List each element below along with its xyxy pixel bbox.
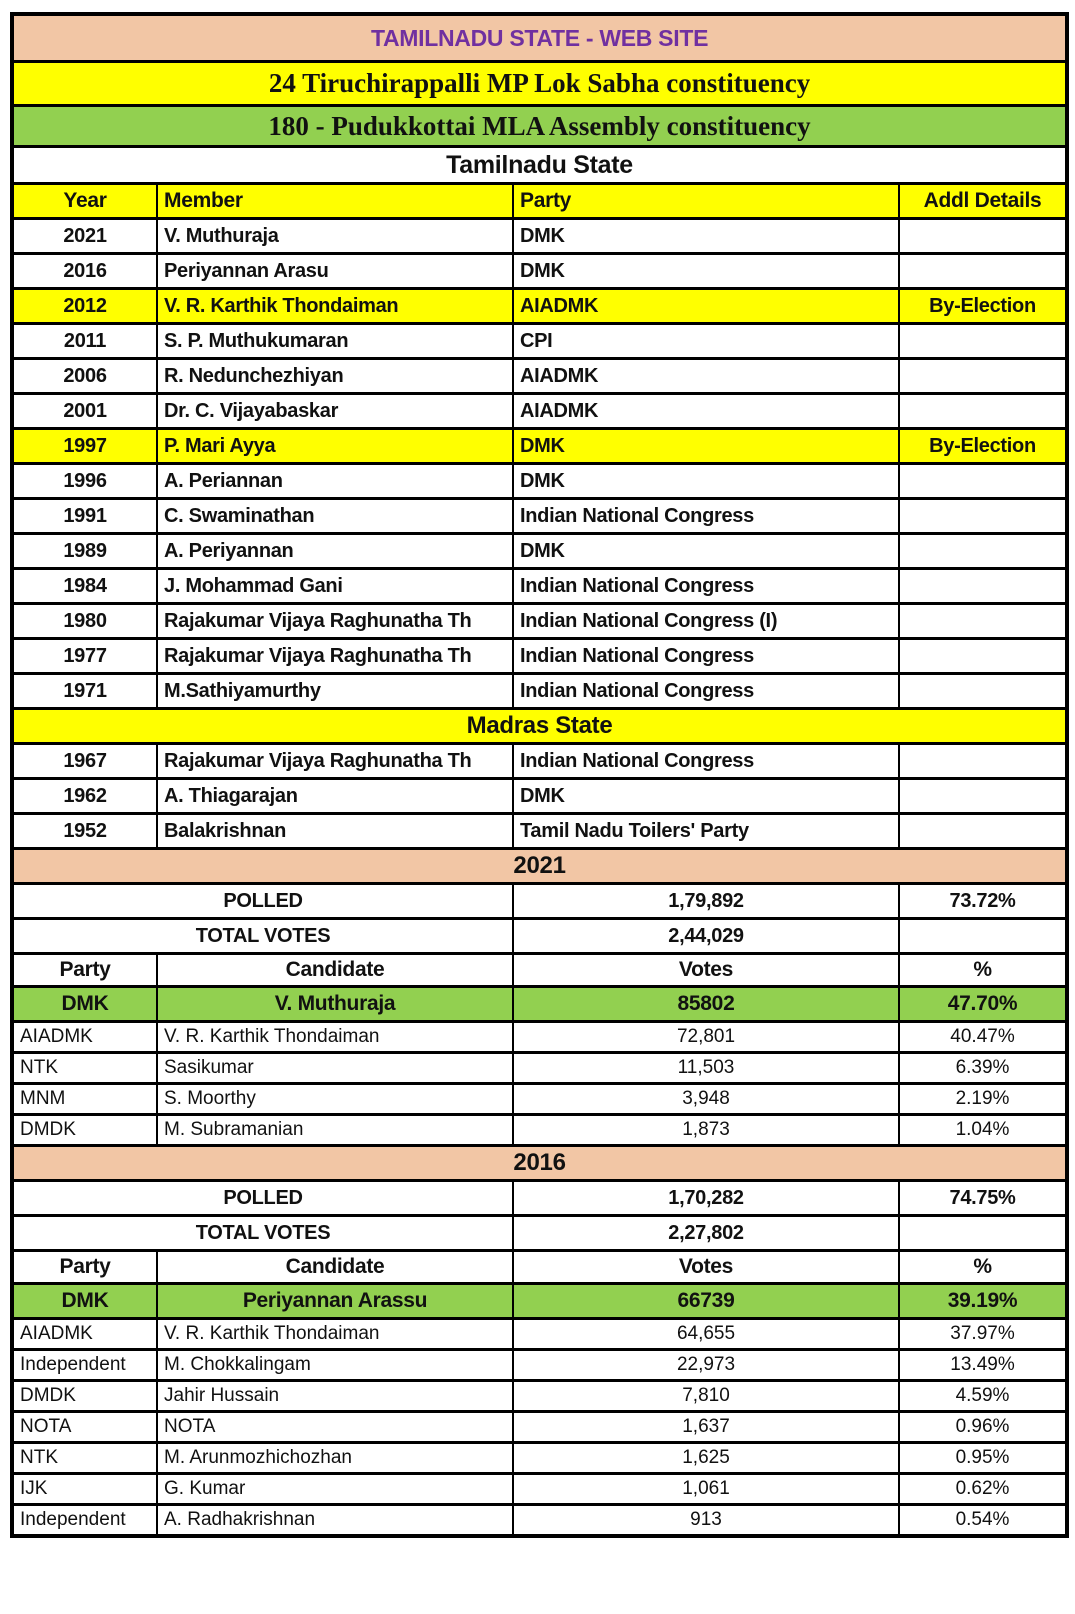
member-name: V. R. Karthik Thondaiman bbox=[157, 289, 513, 324]
total-votes-label: TOTAL VOTES bbox=[12, 1216, 513, 1251]
result-party: NTK bbox=[12, 1443, 157, 1474]
election-year-banner: 2021 bbox=[12, 849, 1067, 884]
member-party: DMK bbox=[513, 254, 899, 289]
result-candidate: M. Arunmozhichozhan bbox=[157, 1443, 513, 1474]
member-addl bbox=[899, 779, 1067, 814]
member-party: AIADMK bbox=[513, 394, 899, 429]
member-name: Rajakumar Vijaya Raghunatha Th bbox=[157, 744, 513, 779]
result-candidate: S. Moorthy bbox=[157, 1084, 513, 1115]
results-header-row bbox=[12, 1251, 1067, 1284]
member-name: Periyannan Arasu bbox=[157, 254, 513, 289]
result-candidate: V. R. Karthik Thondaiman bbox=[157, 1022, 513, 1053]
result-pct: 0.95% bbox=[899, 1443, 1067, 1474]
winner-party: DMK bbox=[12, 1284, 157, 1319]
result-row bbox=[12, 1412, 1067, 1443]
member-addl bbox=[899, 324, 1067, 359]
result-party: AIADMK bbox=[12, 1319, 157, 1350]
member-year: 1977 bbox=[12, 639, 157, 674]
member-row bbox=[12, 359, 1067, 394]
member-addl bbox=[899, 639, 1067, 674]
winner-candidate: V. Muthuraja bbox=[157, 987, 513, 1022]
res-col-party: Party bbox=[12, 954, 157, 987]
result-candidate: M. Subramanian bbox=[157, 1115, 513, 1146]
member-year: 1971 bbox=[12, 674, 157, 709]
polled-label: POLLED bbox=[12, 1181, 513, 1216]
res-col-pct: % bbox=[899, 954, 1067, 987]
total-votes-label: TOTAL VOTES bbox=[12, 919, 513, 954]
member-row bbox=[12, 464, 1067, 499]
result-votes: 22,973 bbox=[513, 1350, 899, 1381]
member-year: 2011 bbox=[12, 324, 157, 359]
member-row bbox=[12, 534, 1067, 569]
result-party: DMDK bbox=[12, 1381, 157, 1412]
polled-votes: 1,70,282 bbox=[513, 1181, 899, 1216]
result-candidate: Sasikumar bbox=[157, 1053, 513, 1084]
result-votes: 1,061 bbox=[513, 1474, 899, 1505]
member-row bbox=[12, 394, 1067, 429]
result-candidate: V. R. Karthik Thondaiman bbox=[157, 1319, 513, 1350]
total-votes-pct-empty bbox=[899, 919, 1067, 954]
result-votes: 3,948 bbox=[513, 1084, 899, 1115]
winner-pct: 39.19% bbox=[899, 1284, 1067, 1319]
result-row bbox=[12, 1505, 1067, 1537]
result-party: MNM bbox=[12, 1084, 157, 1115]
member-party: Indian National Congress bbox=[513, 569, 899, 604]
member-addl bbox=[899, 534, 1067, 569]
member-row bbox=[12, 604, 1067, 639]
result-votes: 11,503 bbox=[513, 1053, 899, 1084]
result-candidate: G. Kumar bbox=[157, 1474, 513, 1505]
constituency-table bbox=[10, 12, 1069, 1538]
winner-votes: 66739 bbox=[513, 1284, 899, 1319]
result-pct: 40.47% bbox=[899, 1022, 1067, 1053]
result-party: IJK bbox=[12, 1474, 157, 1505]
total-votes-pct-empty bbox=[899, 1216, 1067, 1251]
member-name: S. P. Muthukumaran bbox=[157, 324, 513, 359]
member-addl: By-Election bbox=[899, 429, 1067, 464]
member-name: R. Nedunchezhiyan bbox=[157, 359, 513, 394]
polled-pct: 73.72% bbox=[899, 884, 1067, 919]
result-pct: 0.62% bbox=[899, 1474, 1067, 1505]
result-candidate: A. Radhakrishnan bbox=[157, 1505, 513, 1537]
member-row-byelection bbox=[12, 289, 1067, 324]
member-party: AIADMK bbox=[513, 359, 899, 394]
member-year: 1991 bbox=[12, 499, 157, 534]
history-header-row bbox=[12, 184, 1067, 219]
member-row bbox=[12, 674, 1067, 709]
total-votes-row bbox=[12, 1216, 1067, 1251]
winner-votes: 85802 bbox=[513, 987, 899, 1022]
member-addl bbox=[899, 254, 1067, 289]
result-candidate: M. Chokkalingam bbox=[157, 1350, 513, 1381]
member-year: 1967 bbox=[12, 744, 157, 779]
winner-row bbox=[12, 987, 1067, 1022]
result-candidate: NOTA bbox=[157, 1412, 513, 1443]
election-year-banner: 2016 bbox=[12, 1146, 1067, 1181]
member-year: 2016 bbox=[12, 254, 157, 289]
member-name: Rajakumar Vijaya Raghunatha Th bbox=[157, 604, 513, 639]
member-row bbox=[12, 744, 1067, 779]
member-year: 1980 bbox=[12, 604, 157, 639]
member-row bbox=[12, 324, 1067, 359]
result-votes: 7,810 bbox=[513, 1381, 899, 1412]
res-col-votes: Votes bbox=[513, 1251, 899, 1284]
member-addl bbox=[899, 674, 1067, 709]
result-pct: 0.54% bbox=[899, 1505, 1067, 1537]
member-name: M.Sathiyamurthy bbox=[157, 674, 513, 709]
result-pct: 37.97% bbox=[899, 1319, 1067, 1350]
result-pct: 0.96% bbox=[899, 1412, 1067, 1443]
member-addl bbox=[899, 394, 1067, 429]
result-votes: 64,655 bbox=[513, 1319, 899, 1350]
member-name: P. Mari Ayya bbox=[157, 429, 513, 464]
result-party: DMDK bbox=[12, 1115, 157, 1146]
result-row bbox=[12, 1381, 1067, 1412]
member-name: Balakrishnan bbox=[157, 814, 513, 849]
result-row bbox=[12, 1084, 1067, 1115]
member-addl: By-Election bbox=[899, 289, 1067, 324]
member-party: Indian National Congress (I) bbox=[513, 604, 899, 639]
result-votes: 913 bbox=[513, 1505, 899, 1537]
result-party: Independent bbox=[12, 1505, 157, 1537]
total-votes-row bbox=[12, 919, 1067, 954]
member-party: Indian National Congress bbox=[513, 639, 899, 674]
result-votes: 1,873 bbox=[513, 1115, 899, 1146]
member-year: 2021 bbox=[12, 219, 157, 254]
winner-row bbox=[12, 1284, 1067, 1319]
member-year: 1984 bbox=[12, 569, 157, 604]
result-candidate: Jahir Hussain bbox=[157, 1381, 513, 1412]
member-party: DMK bbox=[513, 219, 899, 254]
member-row bbox=[12, 254, 1067, 289]
result-row bbox=[12, 1022, 1067, 1053]
winner-candidate: Periyannan Arassu bbox=[157, 1284, 513, 1319]
result-pct: 2.19% bbox=[899, 1084, 1067, 1115]
winner-pct: 47.70% bbox=[899, 987, 1067, 1022]
member-year: 1962 bbox=[12, 779, 157, 814]
member-name: J. Mohammad Gani bbox=[157, 569, 513, 604]
member-addl bbox=[899, 744, 1067, 779]
mla-constituency-title: 180 - Pudukkottai MLA Assembly constituency bbox=[12, 106, 1067, 147]
member-addl bbox=[899, 464, 1067, 499]
member-party: DMK bbox=[513, 534, 899, 569]
result-pct: 6.39% bbox=[899, 1053, 1067, 1084]
member-addl bbox=[899, 604, 1067, 639]
member-party: CPI bbox=[513, 324, 899, 359]
member-row bbox=[12, 569, 1067, 604]
member-row bbox=[12, 639, 1067, 674]
result-pct: 13.49% bbox=[899, 1350, 1067, 1381]
result-party: AIADMK bbox=[12, 1022, 157, 1053]
col-header-member: Member bbox=[157, 184, 513, 219]
member-party: Tamil Nadu Toilers' Party bbox=[513, 814, 899, 849]
member-party: AIADMK bbox=[513, 289, 899, 324]
result-row bbox=[12, 1319, 1067, 1350]
member-year: 1996 bbox=[12, 464, 157, 499]
member-year: 2001 bbox=[12, 394, 157, 429]
result-row bbox=[12, 1474, 1067, 1505]
member-addl bbox=[899, 219, 1067, 254]
member-year: 1989 bbox=[12, 534, 157, 569]
member-year: 1952 bbox=[12, 814, 157, 849]
total-votes-value: 2,27,802 bbox=[513, 1216, 899, 1251]
member-party: Indian National Congress bbox=[513, 674, 899, 709]
member-year: 2012 bbox=[12, 289, 157, 324]
result-party: Independent bbox=[12, 1350, 157, 1381]
member-row-byelection bbox=[12, 429, 1067, 464]
member-row bbox=[12, 219, 1067, 254]
results-header-row bbox=[12, 954, 1067, 987]
result-row bbox=[12, 1443, 1067, 1474]
result-votes: 1,637 bbox=[513, 1412, 899, 1443]
total-votes-value: 2,44,029 bbox=[513, 919, 899, 954]
result-row bbox=[12, 1350, 1067, 1381]
result-votes: 1,625 bbox=[513, 1443, 899, 1474]
winner-party: DMK bbox=[12, 987, 157, 1022]
member-party: DMK bbox=[513, 429, 899, 464]
site-title: TAMILNADU STATE - WEB SITE bbox=[12, 14, 1067, 62]
member-name: C. Swaminathan bbox=[157, 499, 513, 534]
polled-row bbox=[12, 884, 1067, 919]
member-name: A. Periyannan bbox=[157, 534, 513, 569]
res-col-party: Party bbox=[12, 1251, 157, 1284]
member-name: V. Muthuraja bbox=[157, 219, 513, 254]
polled-pct: 74.75% bbox=[899, 1181, 1067, 1216]
polled-row bbox=[12, 1181, 1067, 1216]
member-year: 2006 bbox=[12, 359, 157, 394]
member-row bbox=[12, 499, 1067, 534]
member-party: Indian National Congress bbox=[513, 744, 899, 779]
section-title-madras: Madras State bbox=[12, 709, 1067, 744]
polled-label: POLLED bbox=[12, 884, 513, 919]
result-party: NTK bbox=[12, 1053, 157, 1084]
result-votes: 72,801 bbox=[513, 1022, 899, 1053]
member-name: Rajakumar Vijaya Raghunatha Th bbox=[157, 639, 513, 674]
member-addl bbox=[899, 814, 1067, 849]
col-header-party: Party bbox=[513, 184, 899, 219]
res-col-candidate: Candidate bbox=[157, 954, 513, 987]
res-col-candidate: Candidate bbox=[157, 1251, 513, 1284]
member-name: A. Periannan bbox=[157, 464, 513, 499]
polled-votes: 1,79,892 bbox=[513, 884, 899, 919]
member-addl bbox=[899, 359, 1067, 394]
member-year: 1997 bbox=[12, 429, 157, 464]
result-row bbox=[12, 1115, 1067, 1146]
res-col-votes: Votes bbox=[513, 954, 899, 987]
result-pct: 1.04% bbox=[899, 1115, 1067, 1146]
member-addl bbox=[899, 499, 1067, 534]
member-party: Indian National Congress bbox=[513, 499, 899, 534]
member-row bbox=[12, 779, 1067, 814]
member-party: DMK bbox=[513, 779, 899, 814]
member-name: Dr. C. Vijayabaskar bbox=[157, 394, 513, 429]
result-party: NOTA bbox=[12, 1412, 157, 1443]
result-pct: 4.59% bbox=[899, 1381, 1067, 1412]
col-header-year: Year bbox=[12, 184, 157, 219]
col-header-addl: Addl Details bbox=[899, 184, 1067, 219]
member-addl bbox=[899, 569, 1067, 604]
mp-constituency-title: 24 Tiruchirappalli MP Lok Sabha constituency bbox=[12, 62, 1067, 106]
member-name: A. Thiagarajan bbox=[157, 779, 513, 814]
result-row bbox=[12, 1053, 1067, 1084]
section-title-tamilnadu: Tamilnadu State bbox=[12, 147, 1067, 184]
member-row bbox=[12, 814, 1067, 849]
member-party: DMK bbox=[513, 464, 899, 499]
res-col-pct: % bbox=[899, 1251, 1067, 1284]
